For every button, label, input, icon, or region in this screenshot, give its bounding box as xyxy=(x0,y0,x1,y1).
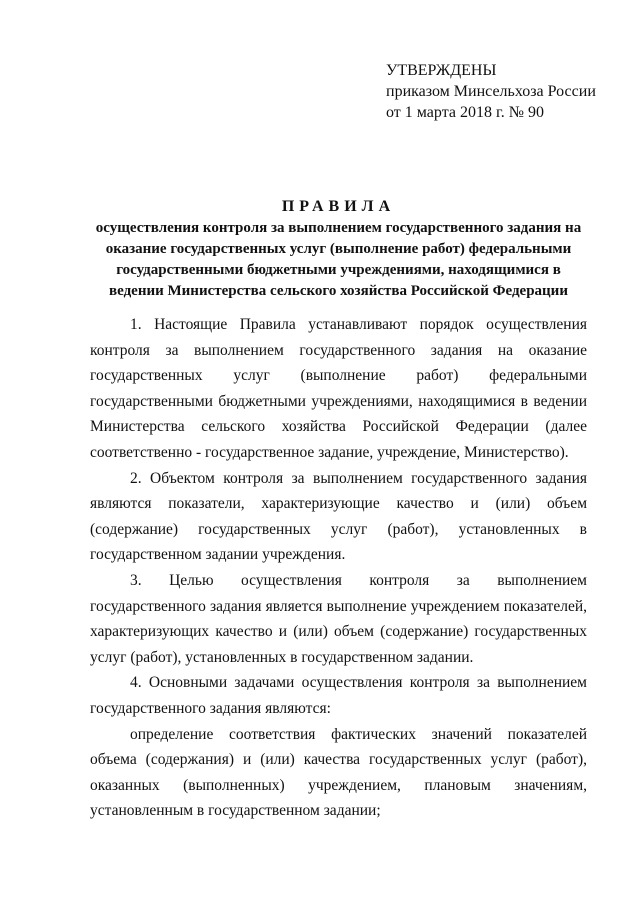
paragraph-3: 3. Целью осуществления контроля за выполнением государственного задания является выполнение учреждением показателей, характеризующих качество и (или) объем (содержание) государственных услуг (работ), установленных в государственном задании. xyxy=(90,571,587,666)
approval-order: приказом Минсельхоза России xyxy=(386,83,596,100)
title-subtitle-line-3: государственными бюджетными учреждениями, находящимися в xyxy=(116,262,561,278)
title-subtitle-line-1: осуществления контроля за выполнением государственного задания на xyxy=(95,220,582,236)
title-subtitle-line-2: оказание государственных услуг (выполнение работ) федеральными xyxy=(105,241,572,257)
document-body xyxy=(90,312,587,824)
paragraph-4-item-1: определение соответствия фактических значений показателей объема (содержания) и (или) качества государственных услуг (работ), оказанных (выполненных) учреждением, плановым значениям, установленным в государственном задании; xyxy=(90,725,587,820)
approval-block xyxy=(386,60,626,123)
approval-heading: УТВЕРЖДЕНЫ xyxy=(386,62,497,79)
document-title xyxy=(90,196,587,302)
paragraph-1: 1. Настоящие Правила устанавливают порядок осуществления контроля за выполнением государственного задания на оказание государственных услуг (выполнение работ) федеральными государственными бюджетными учреждениями, находящимися в ведении Министерства сельского хозяйства Российской Федерации (далее соответственно - государственное задание, учреждение, Министерство). xyxy=(90,316,587,461)
title-main: ПРАВИЛА xyxy=(281,198,396,215)
approval-date: от 1 марта 2018 г. № 90 xyxy=(386,104,544,121)
title-subtitle-line-4: ведении Министерства сельского хозяйства Российской Федерации xyxy=(109,283,568,299)
paragraph-2: 2. Объектом контроля за выполнением государственного задания являются показатели, характеризующие качество и (или) объем (содержание) государственных услуг (работ), установленных в государственном задании учреждения. xyxy=(90,469,587,564)
paragraph-4: 4. Основными задачами осуществления контроля за выполнением государственного задания являются: xyxy=(90,674,587,717)
